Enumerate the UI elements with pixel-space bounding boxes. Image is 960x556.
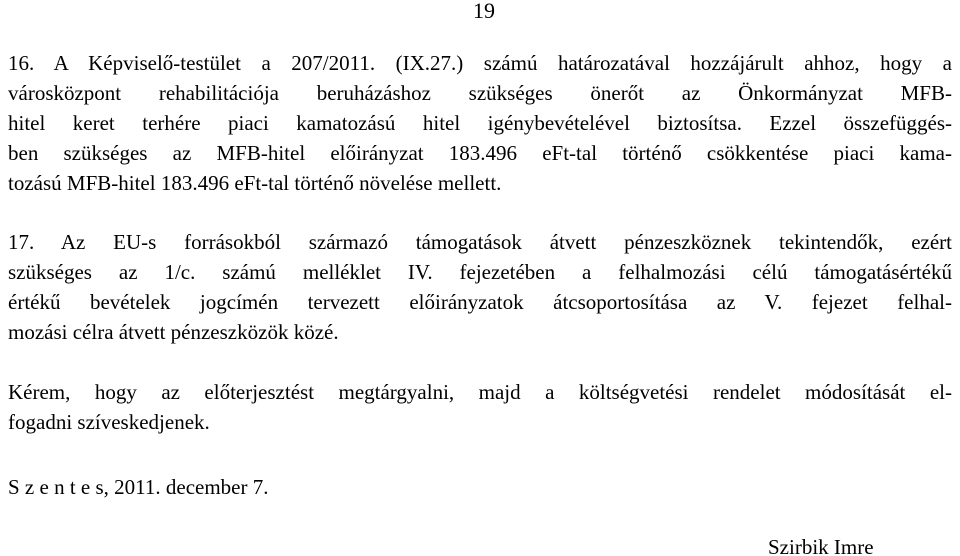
paragraph-17-line: 17. Az EU-s forrásokból származó támogatások átvett pénzeszköznek tekintendők, ezért — [8, 230, 952, 254]
paragraph-17-line: értékű bevételek jogcímén tervezett előirányzatok átcsoportosítása az V. fejezet felhal- — [8, 290, 952, 314]
paragraph-16-line: ben szükséges az MFB-hitel előirányzat 183.496 eFt-tal történő csökkentése piaci kama- — [8, 141, 952, 165]
request-line: fogadni szíveskedjenek. — [8, 410, 210, 434]
request-line: Kérem, hogy az előterjesztést megtárgyalni, majd a költségvetési rendelet módosítását el- — [8, 380, 952, 404]
paragraph-16-line: városközpont rehabilitációja beruházáshoz szükséges önerőt az Önkormányzat MFB- — [8, 81, 952, 105]
paragraph-17-line: szükséges az 1/c. számú melléklet IV. fejezetében a felhalmozási célú támogatásértékű — [8, 260, 952, 284]
paragraph-17 — [8, 227, 952, 347]
paragraph-16-line: 16. A Képviselő-testület a 207/2011. (IX.27.) számú határozatával hozzájárult ahhoz, hogy a — [8, 51, 952, 75]
request-paragraph — [8, 377, 952, 437]
paragraph-16-line: tozású MFB-hitel 183.496 eFt-tal történő növelése mellett. — [8, 171, 502, 195]
paragraph-16-line: hitel keret terhére piaci kamatozású hitel igénybevételével biztosítsa. Ezzel összefüggés- — [8, 111, 952, 135]
dateline — [8, 472, 952, 502]
place-and-date: S z e n t e s, 2011. december 7. — [8, 475, 269, 499]
paragraph-17-line: mozási célra átvett pénzeszközök közé. — [8, 320, 339, 344]
signature-name: Szirbik Imre — [768, 535, 874, 556]
paragraph-16 — [8, 48, 952, 198]
page-number: 19 — [473, 0, 495, 23]
